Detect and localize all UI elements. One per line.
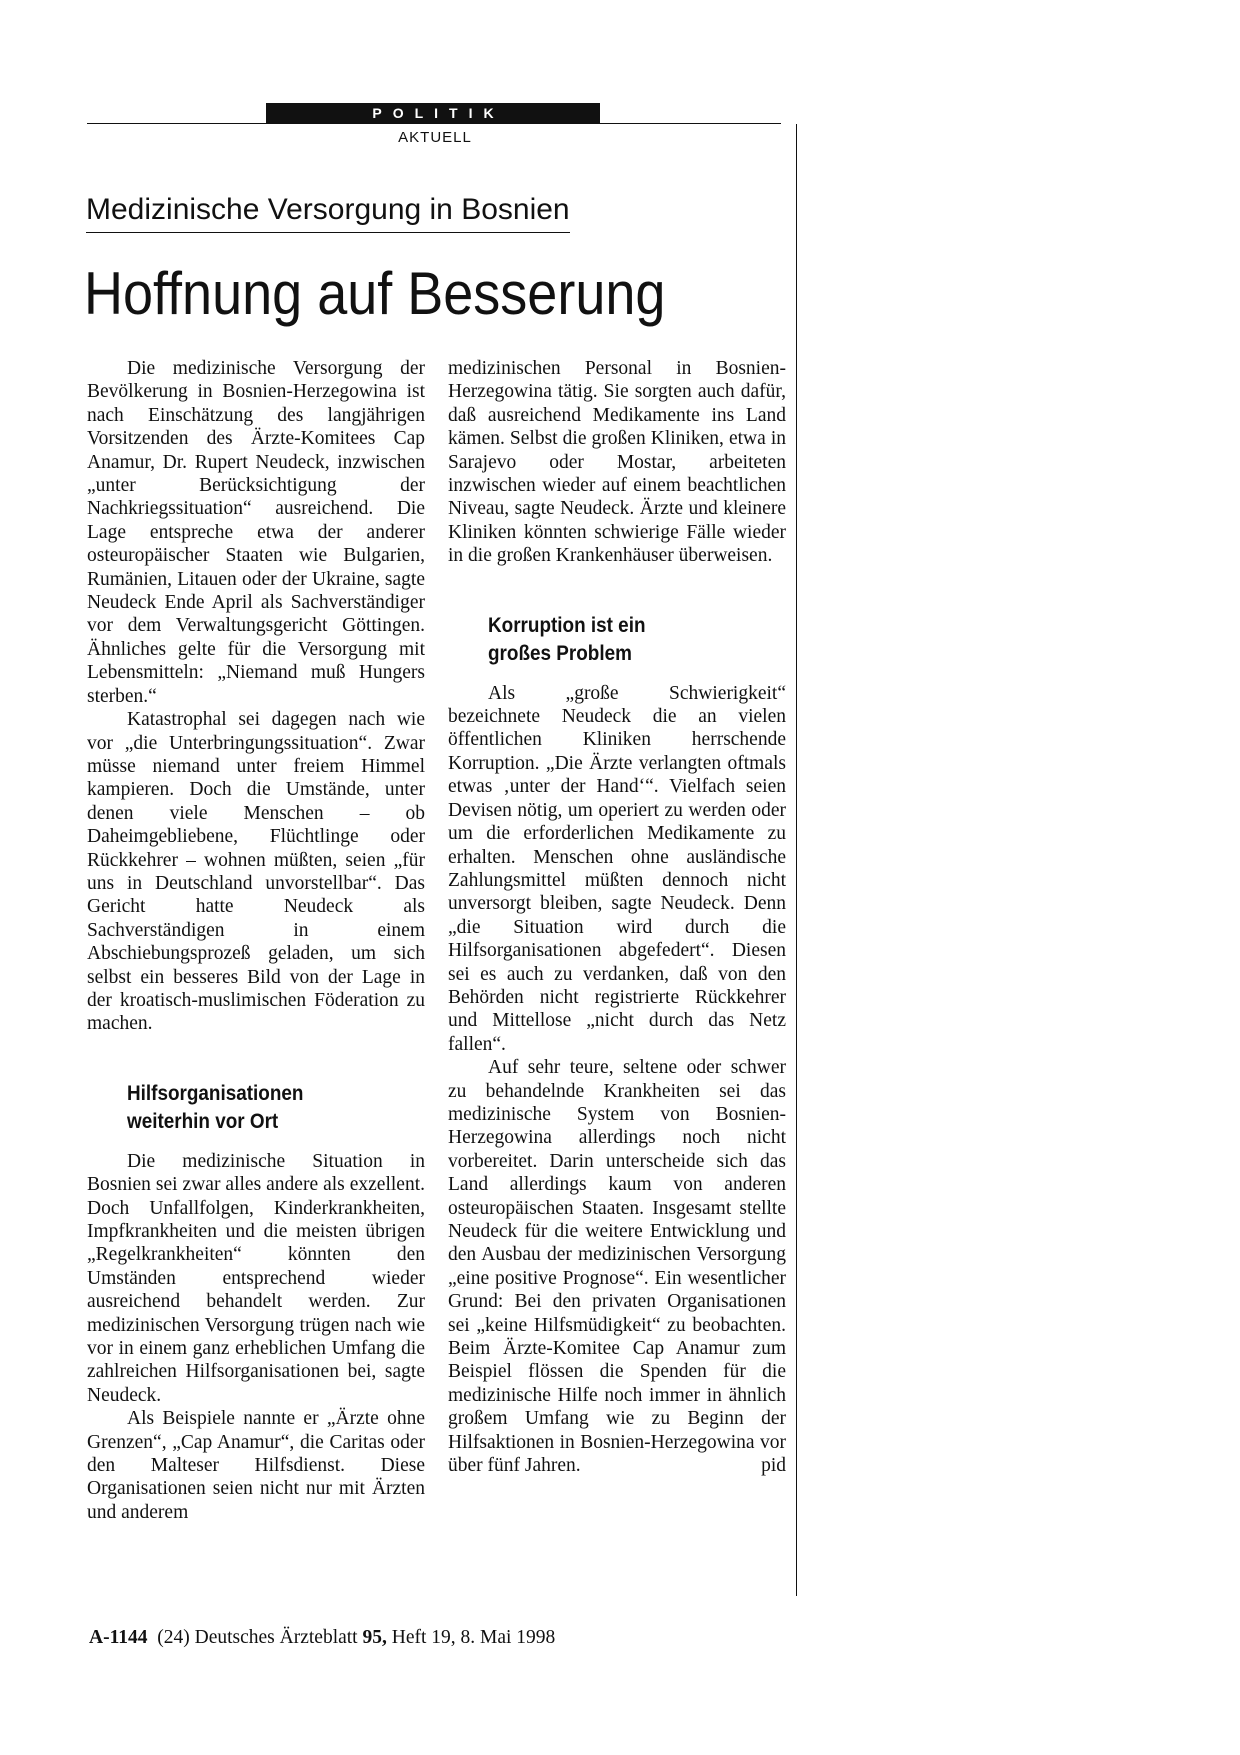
journal-name: Deutsches Ärzteblatt [194, 1627, 358, 1648]
header-rule [87, 123, 781, 124]
left-column [87, 357, 425, 1524]
paragraph-text: Auf sehr teure, seltene oder schwer zu behandelnde Krankheiten sei das medizinische System von Bosnien-Herzegowina allerdings noch nicht vorbereitet. Darin unterscheide sich das Land allerdings kaum von anderen osteuropäischen Staaten. Insgesamt stellte Neudeck für die weitere Entwicklung und den Ausbau der medizinischen Versorgung „eine positive Prognose“. Ein wesentlicher Grund: Bei den privaten Organisationen sei „keine Hilfsmüdigkeit“ zu beobachten. Beim Ärzte-Komitee Cap Anamur zum Beispiel flössen die Spenden für die medizinische Hilfe noch immer in ähnlich großem Umfang wie zu Beginn der Hilfsaktionen in Bosnien-Herzegowina vor über fünf Jahren. [448, 1057, 786, 1477]
journal-issue: Heft 19, 8. Mai 1998 [391, 1627, 556, 1648]
page-number: (24) [157, 1627, 190, 1648]
column-rule [796, 124, 797, 1596]
paragraph: Die medizinische Situation in Bosnien sei zwar alles andere als exzellent. Doch Unfallfolgen, Kinderkrankheiten, Impfkrankheiten und die meisten übrigen „Regelkrankheiten“ könnten den Umständen entsprechend wieder ausreichend behandelt werden. Zur medizinischen Versorgung trügen nach wie vor in einem ganz erheblichen Umfang die zahlreichen Hilfsorganisationen bei, sagte Neudeck. [87, 1150, 425, 1406]
subheading-line: großes Problem [488, 641, 632, 665]
paragraph: Als Beispiele nannte er „Ärzte ohne Grenzen“, „Cap Anamur“, die Caritas oder den Malteser Hilfsdienst. Diese Organisationen seien nicht nur mit Ärzten und anderem [87, 1408, 425, 1523]
paragraph: Katastrophal sei dagegen nach wie vor „die Unterbringungssituation“. Zwar müsse niemand unter freiem Himmel kampieren. Doch die Umstände, unter denen viele Menschen – ob Daheimgebliebene, Flüchtlinge oder Rückkehrer – wohnen müßten, seien „für uns in Deutschland unvorstellbar“. Das Gericht hatte Neudeck als Sachverständigen in einem Abschiebungsprozeß geladen, um sich selbst ein besseres Bild von der Lage in der kroatisch-muslimischen Föderation zu machen. [87, 709, 425, 1035]
paragraph [448, 1056, 786, 1477]
subheading-line: weiterhin vor Ort [127, 1109, 279, 1133]
paragraph: Als „große Schwierigkeit“ bezeichnete Neudeck die an vielen öffentlichen Kliniken herrschende Korruption. „Die Ärzte verlangten oftmals etwas ‚unter der Hand‘“. Vielfach seien Devisen nötig, um operiert zu werden oder um die erforderlichen Medikamente zu erhalten. Menschen ohne ausländische Zahlungsmittel müßten dennoch nicht unversorgt bleiben, sagte Neudeck. Denn „die Situation wird durch die Hilfsorganisationen abgefedert“. Diesen sei es auch zu verdanken, daß von den Behörden nicht registrierte Rückkehrer und Mittellose „nicht durch das Netz fallen“. [448, 682, 786, 1055]
subheading-line: Korruption ist ein [488, 613, 646, 637]
author-signature: pid [761, 1455, 786, 1477]
paragraph: medizinischen Personal in Bosnien-Herzegowina tätig. Sie sorgten auch dafür, daß ausreichend Medikamente ins Land kämen. Selbst die großen Kliniken, etwa in Sarajevo oder Mostar, arbeiteten inzwischen wieder auf einem beachtlichen Niveau, sagte Neudeck. Ärzte und kleinere Kliniken könnten schwierige Fälle wieder in die großen Krankenhäuser überweisen. [448, 358, 786, 567]
subheading [488, 612, 756, 668]
paragraph: Die medizinische Versorgung der Bevölkerung in Bosnien-Herzegowina ist nach Einschätzung des langjährigen Vorsitzenden des Ärzte-Komitees Cap Anamur, Dr. Rupert Neudeck, inzwischen „unter Berücksichtigung der Nachkriegssituation“ ausreichend. Die Lage entspreche etwa der anderer osteuropäischer Staaten wie Bulgarien, Rumänien, Litauen oder der Ukraine, sagte Neudeck Ende April als Sachverständiger vor dem Verwaltungsgericht Göttingen. Ähnliches gelte für die Versorgung mit Lebensmitteln: „Niemand muß Hungers sterben.“ [87, 358, 425, 707]
page-footer [89, 1627, 555, 1649]
subheading-line: Hilfsorganisationen [127, 1081, 304, 1105]
subheading [127, 1080, 395, 1136]
right-column [448, 357, 786, 1477]
article-headline: Hoffnung auf Besserung [84, 260, 666, 327]
section-label: POLITIK [266, 103, 600, 123]
subsection-label: AKTUELL [398, 129, 472, 146]
page-code: A-1144 [89, 1627, 148, 1648]
article-kicker: Medizinische Versorgung in Bosnien [86, 190, 570, 233]
journal-volume: 95, [362, 1627, 387, 1648]
